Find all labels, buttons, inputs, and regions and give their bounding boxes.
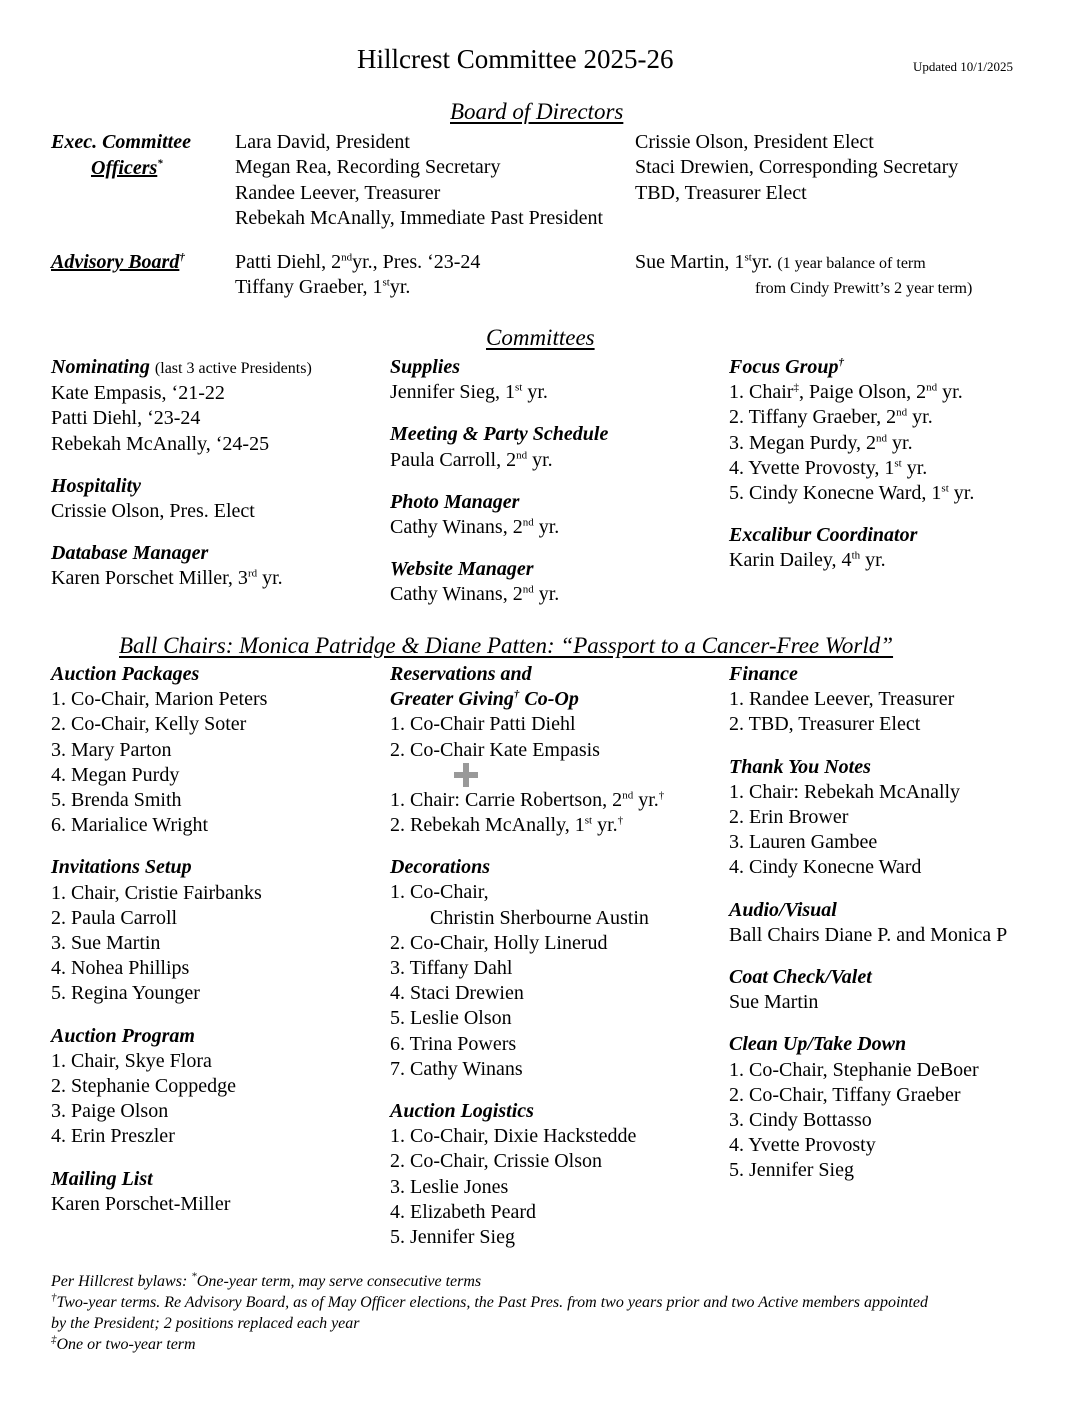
list-item: Karen Porschet Miller, 3rd yr. <box>51 567 283 590</box>
section-heading: Mailing List <box>51 1167 153 1190</box>
exec-officer: Rebekah McAnally, Immediate Past President <box>235 207 604 230</box>
ball-col-3 <box>729 662 1007 1184</box>
list-item: 2. Stephanie Coppedge <box>51 1075 236 1098</box>
list-item: Rebekah McAnally, ‘24-25 <box>51 432 270 455</box>
footnote: †Two-year terms. Re Advisory Board, as of May Officer elections, the Past Pres. from two years prior and two Active members appointed <box>51 1291 928 1311</box>
list-item: 1. Randee Leever, Treasurer <box>729 688 955 711</box>
list-item: 5. Jennifer Sieg <box>729 1159 854 1182</box>
committees-col-3 <box>729 355 974 574</box>
board-title: Board of Directors <box>450 99 624 124</box>
list-item: 1. Chair, Cristie Fairbanks <box>51 881 262 904</box>
updated-date: Updated 10/1/2025 <box>913 59 1014 74</box>
list-item: 3. Leslie Jones <box>390 1175 509 1198</box>
section-heading: Website Manager <box>390 558 534 581</box>
advisory-note: from Cindy Prewitt’s 2 year term) <box>755 280 973 297</box>
list-item: 5. Regina Younger <box>51 982 200 1005</box>
ball-col-1 <box>51 662 267 1217</box>
plus-icon <box>454 763 478 787</box>
list-item: 1. Chair: Rebekah McAnally <box>729 780 961 803</box>
list-item: Crissie Olson, Pres. Elect <box>51 500 255 523</box>
list-item: 3. Cindy Bottasso <box>729 1109 872 1132</box>
list-item: Karen Porschet-Miller <box>51 1192 231 1215</box>
list-item: 2. Rebekah McAnally, 1st yr.† <box>390 814 624 837</box>
ball-chairs-title: Ball Chairs: Monica Patridge & Diane Patten: “Passport to a Cancer-Free World” <box>119 633 894 658</box>
advisory-member: Sue Martin, 1styr. (1 year balance of term <box>635 251 926 273</box>
exec-officer: Megan Rea, Recording Secretary <box>235 156 501 179</box>
list-item: 2. TBD, Treasurer Elect <box>729 713 921 736</box>
list-item: 3. Lauren Gambee <box>729 831 878 854</box>
list-item: 1. Chair, Skye Flora <box>51 1049 212 1072</box>
footnote: ‡One or two-year term <box>51 1333 196 1353</box>
list-item: 3. Paige Olson <box>51 1100 169 1123</box>
list-item: 3. Sue Martin <box>51 932 161 955</box>
section-heading: Coat Check/Valet <box>729 966 872 989</box>
list-item: Cathy Winans, 2nd yr. <box>390 516 560 539</box>
committees-col-1: Nominating (last 3 active Presidents) Kate Empasis, ‘21-22 Patti Diehl, ‘23-24 Rebekah McAnally, ‘24-25 Hospitality Crissie Olson, Pres. Elect Database Manager Karen Porschet Miller, 3rd yr. <box>51 355 312 592</box>
list-item: 1. Co-Chair, Dixie Hackstedde <box>390 1125 637 1148</box>
list-item: 7. Cathy Winans <box>390 1057 523 1080</box>
list-item: 2. Co-Chair, Crissie Olson <box>390 1150 602 1173</box>
list-item: 4. Yvette Provosty, 1st yr. <box>729 456 928 479</box>
list-item: 4. Yvette Provosty <box>729 1134 876 1157</box>
list-item: 6. Trina Powers <box>390 1032 517 1055</box>
list-item: 1. Co-Chair Patti Diehl <box>390 713 576 736</box>
section-heading: Audio/Visual <box>729 898 837 921</box>
list-item: 5. Jennifer Sieg <box>390 1226 515 1249</box>
list-item: 4. Staci Drewien <box>390 982 524 1005</box>
list-item: Sue Martin <box>729 991 819 1014</box>
list-item: 5. Leslie Olson <box>390 1007 512 1030</box>
exec-label: Exec. Committee <box>51 131 191 153</box>
list-item: 4. Cindy Konecne Ward <box>729 856 922 879</box>
list-item: 4. Megan Purdy <box>51 763 180 786</box>
list-item: 2. Paula Carroll <box>51 906 178 929</box>
section-heading: Invitations Setup <box>51 856 192 879</box>
advisory-member: Tiffany Graeber, 1styr. <box>235 276 411 298</box>
ball-col-2 <box>390 662 664 1250</box>
list-item: 3. Tiffany Dahl <box>390 957 513 980</box>
section-heading: Photo Manager <box>390 490 520 513</box>
section-heading: Reservations and <box>390 663 532 685</box>
exec-right-list <box>635 130 958 206</box>
section-heading: Auction Packages <box>51 663 200 685</box>
exec-officer: Randee Leever, Treasurer <box>235 181 441 204</box>
footnote: by the President; 2 positions replaced each year <box>51 1315 360 1332</box>
list-item: Christin Sherbourne Austin <box>430 906 649 929</box>
exec-left-list <box>235 130 603 232</box>
list-item: Kate Empasis, ‘21-22 <box>51 382 225 405</box>
list-item: 1. Chair: Carrie Robertson, 2nd yr.† <box>390 788 665 811</box>
list-item: 5. Cindy Konecne Ward, 1st yr. <box>729 482 975 505</box>
list-item: 4. Erin Preszler <box>51 1125 175 1148</box>
section-heading: Supplies <box>390 356 461 378</box>
section-heading: Clean Up/Take Down <box>729 1033 907 1056</box>
list-item: Paula Carroll, 2nd yr. <box>390 448 553 471</box>
list-item: 1. Co-Chair, Marion Peters <box>51 688 268 711</box>
list-item: 1. Co-Chair, <box>390 881 489 904</box>
section-heading: Focus Group† <box>729 356 844 378</box>
list-item: 2. Co-Chair Kate Empasis <box>390 738 600 761</box>
list-item: 1. Chair‡, Paige Olson, 2nd yr. <box>729 381 963 404</box>
committees-title: Committees <box>486 325 595 350</box>
exec-officer: Crissie Olson, President Elect <box>635 131 874 153</box>
section-heading: Auction Logistics <box>390 1100 534 1123</box>
section-heading: Meeting & Party Schedule <box>390 423 609 446</box>
list-item: 4. Elizabeth Peard <box>390 1200 537 1223</box>
exec-officer: Lara David, President <box>235 131 410 153</box>
list-item: Ball Chairs Diane P. and Monica P <box>729 923 1008 946</box>
advisory-member: Patti Diehl, 2ndyr., Pres. ‘23-24 <box>235 251 481 273</box>
list-item: 6. Marialice Wright <box>51 814 209 837</box>
section-heading: Decorations <box>390 856 490 879</box>
list-item: Jennifer Sieg, 1st yr. <box>390 381 548 404</box>
officers-label: Officers* <box>91 157 163 179</box>
section-heading: Thank You Notes <box>729 755 871 778</box>
exec-officer: Staci Drewien, Corresponding Secretary <box>635 156 959 179</box>
footnote: Per Hillcrest bylaws: *One-year term, may serve consecutive terms <box>51 1270 482 1290</box>
list-item: 3. Megan Purdy, 2nd yr. <box>729 431 913 454</box>
list-item: Cathy Winans, 2nd yr. <box>390 583 560 606</box>
list-item: 1. Co-Chair, Stephanie DeBoer <box>729 1058 979 1081</box>
section-heading: Nominating <box>51 356 150 378</box>
list-item: 3. Mary Parton <box>51 738 172 761</box>
committees-col-2 <box>390 355 608 608</box>
section-heading: Database Manager <box>51 542 209 565</box>
section-heading: Auction Program <box>51 1024 195 1047</box>
section-heading: Greater Giving† Co-Op <box>390 688 579 711</box>
section-heading: Hospitality <box>51 474 141 497</box>
list-item: Karin Dailey, 4th yr. <box>729 549 886 572</box>
footnotes <box>51 1271 1041 1355</box>
advisory-label: Advisory Board† <box>51 251 185 273</box>
list-item: 2. Tiffany Graeber, 2nd yr. <box>729 406 933 429</box>
exec-officer: TBD, Treasurer Elect <box>635 181 807 204</box>
section-heading: Finance <box>729 663 798 685</box>
list-item: 2. Co-Chair, Tiffany Graeber <box>729 1083 961 1106</box>
list-item: 4. Nohea Phillips <box>51 957 190 980</box>
list-item: 2. Erin Brower <box>729 806 849 829</box>
section-heading: Excalibur Coordinator <box>729 524 918 547</box>
list-item: 2. Co-Chair, Kelly Soter <box>51 713 247 736</box>
list-item: 2. Co-Chair, Holly Linerud <box>390 931 608 954</box>
list-item: Patti Diehl, ‘23-24 <box>51 407 201 430</box>
page-title: Hillcrest Committee 2025-26 <box>357 44 674 74</box>
list-item: 5. Brenda Smith <box>51 789 182 812</box>
